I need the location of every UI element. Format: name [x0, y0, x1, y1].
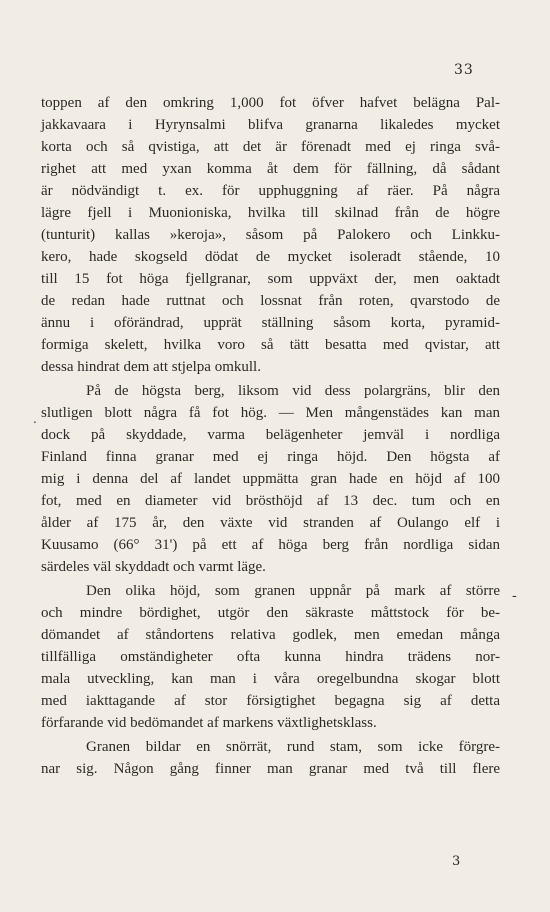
text-line: mig i denna del af landet uppmätta gran hade en höjd af 100	[41, 471, 500, 487]
paragraph-first-line: Den olika höjd, som granen uppnår på mark af större	[86, 583, 500, 599]
text-line: righet att med yxan komma åt dem för fällning, då sådant	[41, 161, 500, 177]
text-line: ålder af 175 år, den växte vid stranden af Oulango elf i	[41, 515, 500, 531]
text-line: är nödvändigt t. ex. för upphuggning af räer. På några	[41, 183, 500, 199]
text-line: ännu i oförändrad, upprät ställning såsom korta, pyramid-	[41, 315, 500, 331]
text-line: (tunturit) kallas »keroja», såsom på Palokero och Linkku-	[41, 227, 500, 243]
text-line: dock på skyddade, varma belägenheter jemväl i nordliga	[41, 427, 500, 443]
text-line: förfarande vid bedömandet af markens växtlighetsklass.	[41, 715, 377, 731]
text-line: korta och så qvistiga, att det är förenadt med ej ringa svå-	[41, 139, 500, 155]
text-line: dömandet af ståndortens relativa godlek, men emedan många	[41, 627, 500, 643]
text-line: toppen af den omkring 1,000 fot öfver hafvet belägna Pal-	[41, 95, 500, 111]
text-line: till 15 fot höga fjellgranar, som uppväxt der, men oaktadt	[41, 271, 500, 287]
margin-mark-left: .	[33, 412, 37, 426]
text-line: de redan hade ruttnat och lossnat från roten, qvarstodo de	[41, 293, 500, 309]
paragraph-first-line: På de högsta berg, liksom vid dess polargräns, blir den	[86, 383, 500, 399]
text-line: formiga skelett, hvilka voro så tätt besatta med qvistar, att	[41, 337, 500, 353]
text-line: Finland finna granar med ej ringa höjd. Den högsta af	[41, 449, 500, 465]
text-line: Kuusamo (66° 31') på ett af höga berg från nordliga sidan	[41, 537, 500, 553]
text-line: jakkavaara i Hyrynsalmi blifva granarna likaledes mycket	[41, 117, 500, 133]
margin-mark: -	[512, 588, 517, 604]
text-line: kero, hade skogseld dödat de mycket isoleradt stående, 10	[41, 249, 500, 265]
text-line: fot, med en diameter vid brösthöjd af 13 dec. tum och en	[41, 493, 500, 509]
text-line: lägre fjell i Muonioniska, hvilka till skilnad från de högre	[41, 205, 500, 221]
text-line: med iakttagande af stor försigtighet begagna sig af detta	[41, 693, 500, 709]
text-line: särdeles väl skyddadt och varmt läge.	[41, 559, 266, 575]
text-line: tillfälliga omständigheter ofta kunna hindra trädens nor-	[41, 649, 500, 665]
text-line: nar sig. Någon gång finner man granar med två till flere	[41, 761, 500, 777]
text-line: och mindre bördighet, utgör den säkraste måttstock för be-	[41, 605, 500, 621]
text-line: mala utveckling, kan man i våra oregelbundna skogar blott	[41, 671, 500, 687]
text-line: slutligen blott några få fot hög. — Men mångenstädes kan man	[41, 405, 500, 421]
text-line: dessa hindrat dem att stjelpa omkull.	[41, 359, 261, 375]
printer-signature: 3	[452, 854, 461, 869]
page-number: 33	[454, 62, 474, 78]
paragraph-first-line: Granen bildar en snörrät, rund stam, som icke förgre-	[86, 739, 500, 755]
